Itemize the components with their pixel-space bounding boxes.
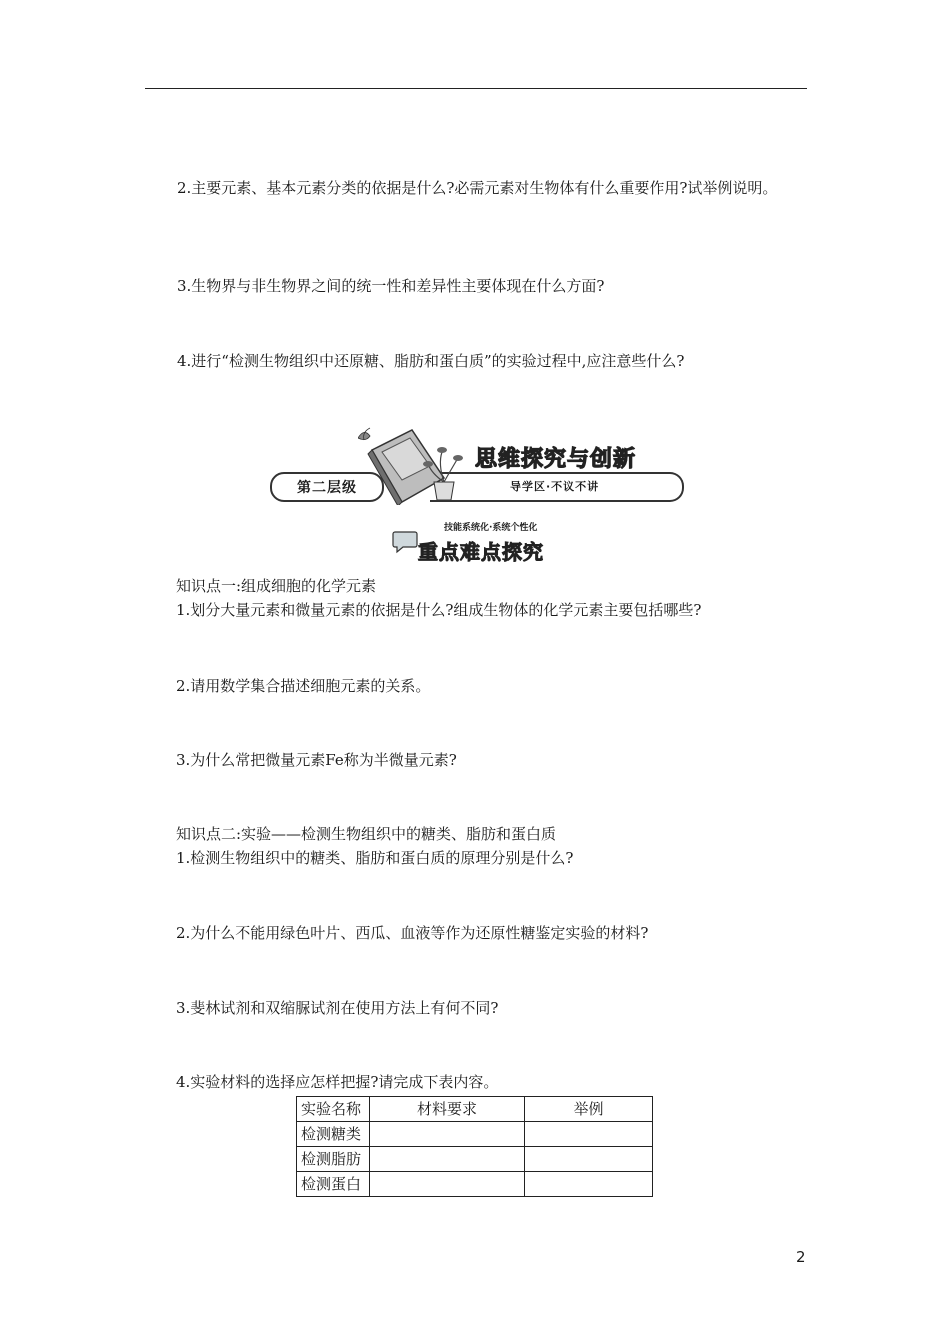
book-plant-icon <box>358 420 468 505</box>
table-cell-blank[interactable] <box>370 1122 525 1147</box>
kp2-question-1: 1.检测生物组织中的糖类、脂肪和蛋白质的原理分别是什么? <box>176 849 574 867</box>
section-heading <box>392 518 572 566</box>
kp1-question-2: 2.请用数学集合描述细胞元素的关系。 <box>176 677 431 695</box>
table-row-label: 检测脂肪 <box>297 1147 370 1172</box>
table-cell-blank[interactable] <box>525 1147 653 1172</box>
table-header-cell: 材料要求 <box>370 1097 525 1122</box>
section-title: 重点难点探究 <box>418 540 544 564</box>
table-header-cell: 实验名称 <box>297 1097 370 1122</box>
table-header-cell: 举例 <box>525 1097 653 1122</box>
level-banner <box>270 420 690 510</box>
table-cell-blank[interactable] <box>525 1172 653 1197</box>
kp1-question-3: 3.为什么常把微量元素Fe称为半微量元素? <box>176 751 457 769</box>
table-row-label: 检测蛋白 <box>297 1172 370 1197</box>
table-cell-blank[interactable] <box>525 1122 653 1147</box>
header-rule <box>145 88 807 89</box>
table-header-row <box>297 1097 653 1122</box>
section-tagline: 技能系统化·系统个性化 <box>444 523 538 533</box>
table-row <box>297 1122 653 1147</box>
table-cell-blank[interactable] <box>370 1172 525 1197</box>
kp2-question-2: 2.为什么不能用绿色叶片、西瓜、血液等作为还原性糖鉴定实验的材料? <box>176 924 649 942</box>
question-2-top: 2.主要元素、基本元素分类的依据是什么?必需元素对生物体有什么重要作用?试举例说明。 <box>177 179 778 197</box>
kp2-question-3: 3.斐林试剂和双缩脲试剂在使用方法上有何不同? <box>176 999 499 1017</box>
table-row <box>297 1172 653 1197</box>
page-number: 2 <box>796 1248 806 1266</box>
kp1-question-1: 1.划分大量元素和微量元素的依据是什么?组成生物体的化学元素主要包括哪些? <box>176 601 702 619</box>
table-row <box>297 1147 653 1172</box>
question-4-top: 4.进行“检测生物组织中还原糖、脂肪和蛋白质”的实验过程中,应注意些什么? <box>177 352 685 370</box>
table-row-label: 检测糖类 <box>297 1122 370 1147</box>
kp1-label: 知识点一:组成细胞的化学元素 <box>176 577 377 595</box>
speech-bubble-icon <box>392 528 418 554</box>
table-cell-blank[interactable] <box>370 1147 525 1172</box>
banner-tag: 第二层级 <box>270 472 384 502</box>
question-3-top: 3.生物界与非生物界之间的统一性和差异性主要体现在什么方面? <box>177 277 605 295</box>
banner-subtitle: 导学区·不议不讲 <box>510 480 600 493</box>
kp2-label: 知识点二:实验——检测生物组织中的糖类、脂肪和蛋白质 <box>176 825 557 843</box>
kp2-question-4: 4.实验材料的选择应怎样把握?请完成下表内容。 <box>176 1073 499 1091</box>
materials-table <box>296 1096 653 1197</box>
banner-title: 思维探究与创新 <box>475 447 637 472</box>
